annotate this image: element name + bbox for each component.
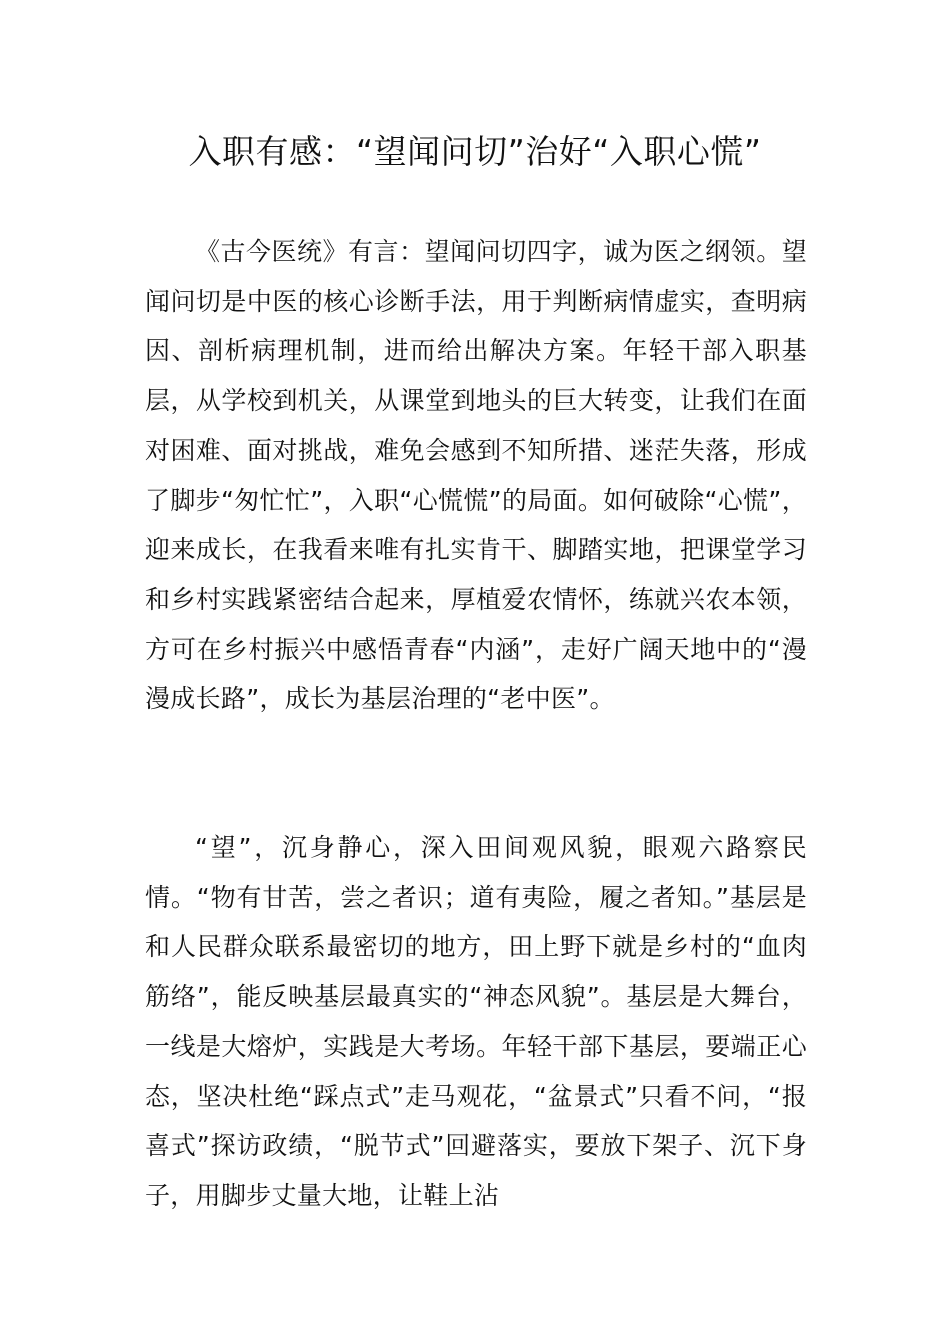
paragraph-intro: 《古今医统》有言：望闻问切四字，诚为医之纲领。望闻问切是中医的核心诊断手法，用于判断病情虚实，查明病因、剖析病理机制，进而给出解决方案。年轻干部入职基层，从学校到机关，从课堂到地头的巨大转变，让我们在面对困难、面对挑战，难免会感到不知所措、迷茫失落，形成了脚步“匆忙忙”，入职“心慌慌”的局面。如何破除“心慌”，迎来成长，在我看来唯有扎实肯干、脚踏实地，把课堂学习和乡村实践紧密结合起来，厚植爱农情怀，练就兴农本领，方可在乡村振兴中感悟青春“内涵”，走好广阔天地中的“漫漫成长路”，成长为基层治理的“老中医”。 xyxy=(145,237,807,714)
paragraph-wang: “望”，沉身静心，深入田间观风貌，眼观六路察民情。“物有甘苦，尝之者识；道有夷险，履之者知。”基层是和人民群众联系最密切的地方，田上野下就是乡村的“血肉筋络”，能反映基层最真实的“神态风貌”。基层是大舞台，一线是大熔炉，实践是大考场。年轻干部下基层，要端正心态，坚决杜绝“踩点式”走马观花，“盆景式”只看不问，“报喜式”探访政绩，“脱节式”回避落实，要放下架子、沉下身子，用脚步丈量大地，让鞋上沾 xyxy=(145,833,807,1210)
document-title: 入职有感：“望闻问切”治好“入职心慌” xyxy=(188,132,762,171)
